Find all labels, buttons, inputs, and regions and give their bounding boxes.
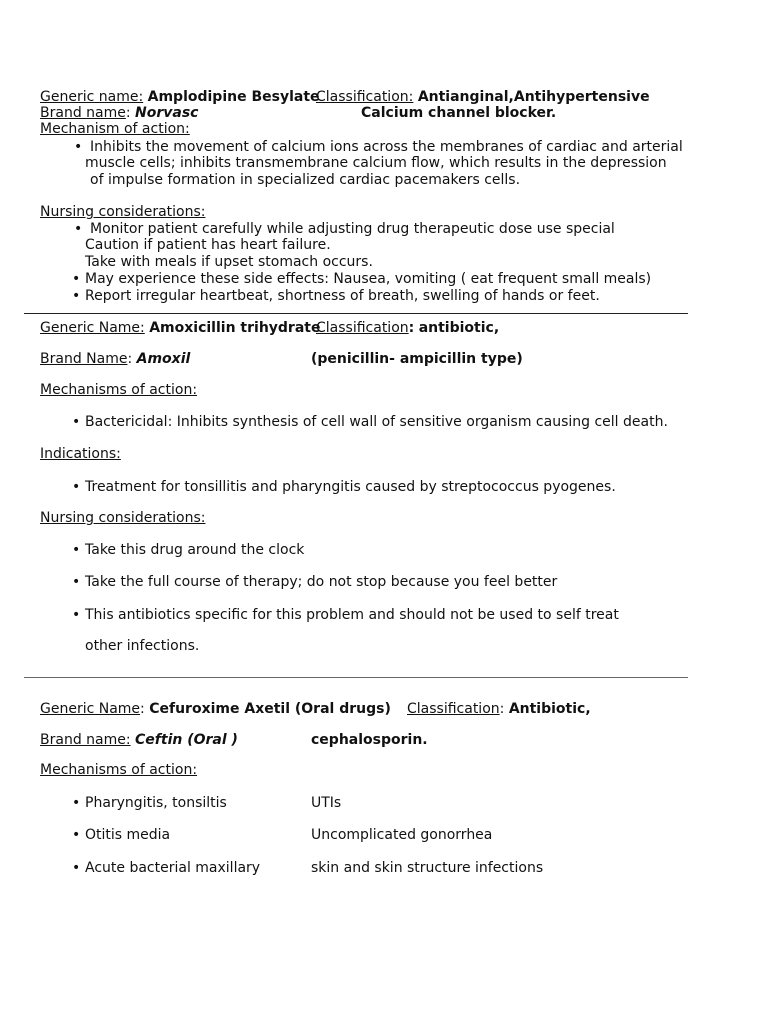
drug3-class-value2: cephalosporin.: [311, 732, 428, 748]
drug1-mech-line-2: muscle cells; inhibits transmembrane calcium flow, which results in the depression: [85, 155, 667, 171]
drug1-nursing-line-5: Report irregular heartbeat, shortness of breath, swelling of hands or feet.: [85, 288, 600, 304]
bullet: •: [72, 795, 81, 811]
drug3-class-value: Antibiotic,: [508, 701, 591, 717]
drug2-generic-label: Generic Name:: [40, 320, 145, 336]
bullet: •: [72, 827, 81, 843]
drug2-ind-item: Treatment for tonsillitis and pharyngitis caused by streptococcus pyogenes.: [85, 479, 616, 495]
drug1-nursing-line-2: Caution if patient has heart failure.: [85, 237, 331, 253]
drug2-brand-colon: :: [127, 351, 133, 367]
drug1-class-row: [316, 89, 650, 106]
bullet: •: [74, 139, 83, 155]
drug1-mech-line-3: of impulse formation in specialized cardiac pacemakers cells.: [90, 172, 521, 188]
drug1-mech-line-1: Inhibits the movement of calcium ions across the membranes of cardiac and arterial: [90, 139, 683, 155]
drug2-brand-label: Brand Name: [40, 351, 128, 367]
bullet: •: [72, 542, 81, 558]
drug2-class-row: [316, 320, 499, 337]
drug1-nursing-line-1: Monitor patient carefully while adjusting drug therapeutic dose use special: [90, 221, 615, 237]
drug1-brand-row: [40, 105, 198, 122]
drug3-generic-value: Cefuroxime Axetil (Oral drugs): [149, 701, 391, 717]
drug3-brand-value: Ceftin (Oral ): [135, 732, 238, 748]
drug2-ind-label: Indications:: [40, 446, 121, 462]
drug2-nursing-cont: other infections.: [85, 638, 200, 654]
drug1-generic-row: [40, 89, 320, 106]
drug2-class-value2: (penicillin- ampicillin type): [311, 351, 523, 367]
drug3-class-colon: :: [499, 701, 505, 717]
drug1-nursing-label: Nursing considerations:: [40, 204, 206, 220]
drug3-brand-label: Brand name:: [40, 732, 131, 748]
drug2-nursing-item-1: Take this drug around the clock: [85, 542, 305, 558]
drug3-mech-label: Mechanisms of action:: [40, 762, 198, 778]
bullet: •: [72, 414, 81, 430]
drug1-class-label: Classification:: [316, 89, 414, 105]
drug3-mech-right-2: Uncomplicated gonorrhea: [311, 827, 493, 843]
drug1-brand-label: Brand name: [40, 105, 126, 121]
drug1-nursing-line-4: May experience these side effects: Nausea, vomiting ( eat frequent small meals): [85, 271, 652, 287]
drug3-mech-right-1: UTIs: [311, 795, 342, 811]
drug1-mech-label: Mechanism of action:: [40, 121, 190, 137]
drug3-generic-label: Generic Name: [40, 701, 141, 717]
drug2-nursing-label: Nursing considerations:: [40, 510, 206, 526]
drug1-generic-value: Amplodipine Besylate: [147, 89, 320, 105]
section-divider: [24, 677, 688, 678]
drug3-class-row: [407, 701, 591, 718]
bullet: •: [72, 479, 81, 495]
drug3-generic-colon: :: [140, 701, 145, 717]
drug2-mech-item: Bactericidal: Inhibits synthesis of cell wall of sensitive organism causing cell death.: [85, 414, 668, 430]
drug1-class-value: Antianginal,Antihypertensive: [417, 89, 650, 105]
bullet: •: [72, 574, 81, 590]
drug3-mech-right-3: skin and skin structure infections: [311, 860, 544, 876]
bullet: •: [72, 607, 81, 623]
drug1-nursing-line-3: Take with meals if upset stomach occurs.: [85, 254, 373, 270]
drug2-nursing-item-3: This antibiotics specific for this problem and should not be used to self treat: [85, 607, 619, 623]
drug3-mech-left-2: Otitis media: [85, 827, 171, 843]
drug2-class-colon: :: [408, 320, 415, 336]
drug3-class-label: Classification: [407, 701, 500, 717]
drug2-brand-value: Amoxil: [136, 351, 191, 367]
bullet: •: [72, 860, 81, 876]
drug1-brand-value: Norvasc: [135, 105, 199, 121]
drug1-generic-label: Generic name:: [40, 89, 144, 105]
drug2-class-value: antibiotic,: [418, 320, 500, 336]
drug1-class-value2: Calcium channel blocker.: [361, 105, 557, 121]
drug2-generic-row: [40, 320, 320, 337]
bullet: •: [72, 271, 81, 287]
drug1-brand-colon: :: [125, 105, 131, 121]
bullet: •: [74, 221, 83, 237]
drug3-mech-left-3: Acute bacterial maxillary: [85, 860, 261, 876]
drug2-nursing-item-2: Take the full course of therapy; do not stop because you feel better: [85, 574, 558, 590]
drug3-generic-row: [40, 701, 391, 718]
drug2-class-label: Classification: [316, 320, 409, 336]
bullet: •: [72, 288, 81, 304]
drug2-mech-label: Mechanisms of action:: [40, 382, 198, 398]
drug3-mech-left-1: Pharyngitis, tonsiltis: [85, 795, 227, 811]
section-divider: [24, 313, 688, 314]
drug2-generic-value: Amoxicillin trihydrate: [149, 320, 321, 336]
drug2-brand-row: [40, 351, 190, 368]
drug3-brand-row: [40, 732, 238, 749]
